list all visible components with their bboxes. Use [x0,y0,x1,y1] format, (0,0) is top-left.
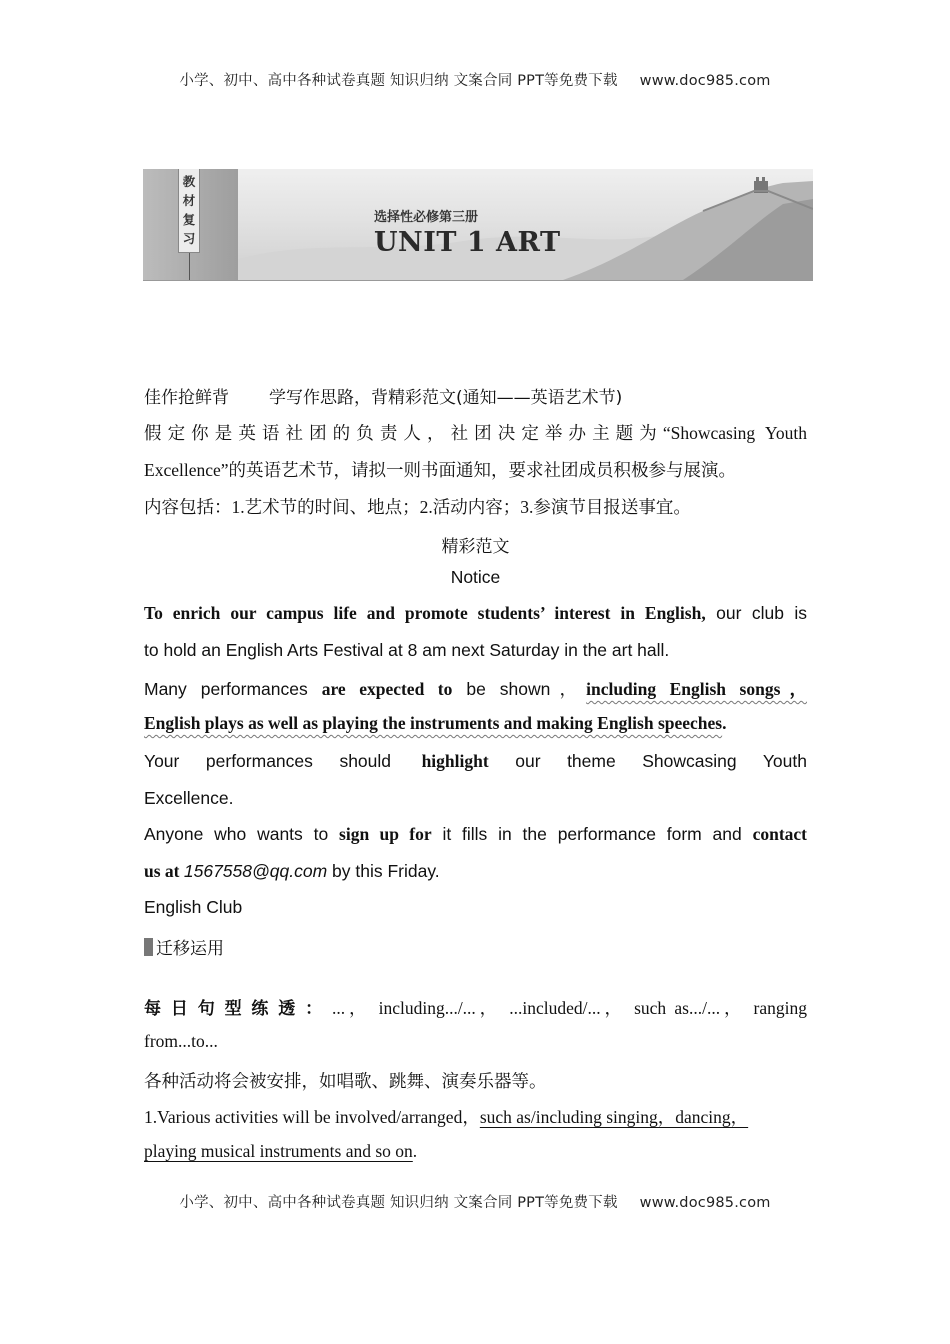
banner-unit-title: UNIT 1 ART [374,227,561,258]
banner-subtitle: 选择性必修第三册 [374,210,479,225]
p3-c: our theme Showcasing Youth [488,751,807,771]
p4-line-2-c: by this Friday. [327,861,440,881]
banner-tag-line [189,253,190,280]
answer-a: 1.Various activities will be involved/arranged， [144,1107,480,1127]
p4-b: sign up for [339,824,432,844]
answer-b: such as/including singing，dancing， [479,1107,749,1127]
p4-a: Anyone who wants to [144,824,340,844]
p2-line-2: English plays as well as playing the instruments and making English speeches [144,713,723,733]
cn-sentence: 各种活动将会被安排，如唱歌、跳舞、演奏乐器等。 [144,1071,547,1091]
section-marker-icon [144,938,153,956]
header-text: 小学、初中、高中各种试卷真题 知识归纳 文案合同 PPT等免费下载 [179,73,618,89]
essay-heading: 精彩范文 [441,537,510,557]
p2-a: Many performances [144,679,322,699]
p1-rest: our club is [705,603,807,623]
banner-tag-text: 教材复习 [182,174,196,246]
daily-patterns-line [144,994,807,1020]
email-link[interactable]: 1567558@qq.com [183,861,328,881]
p1-line-2: to hold an English Arts Festival at 8 am next Saturday in the art hall. [144,640,670,660]
header-site-link[interactable]: www.doc985.com [639,73,771,89]
prompt-line-2: Excellence”的英语艺术节，请拟一则书面通知，要求社团成员积极参与展演。 [144,460,737,480]
p3-b: highlight [421,751,489,771]
p4-d: contact [752,824,808,844]
p4-c: it fills in the performance form and [431,824,753,844]
answer-end: . [412,1141,418,1161]
essay-title: Notice [450,567,501,587]
footer-text: 小学、初中、高中各种试卷真题 知识归纳 文案合同 PPT等免费下载 [179,1195,618,1211]
transfer-label: 迁移运用 [156,939,224,959]
unit-banner [143,169,813,281]
transfer-heading [144,934,807,959]
p3-a: Your performances should [144,751,418,771]
section-label: 佳作抢鲜背 [144,388,229,408]
essay-signature: English Club [144,897,243,917]
p2-d: including English songs， [586,679,807,699]
page-footer [0,1191,950,1212]
p1-bold: To enrich our campus life and promote students’ interest in English, [144,603,706,623]
daily-label: 每日句型练透： [144,999,333,1019]
footer-site-link[interactable]: www.doc985.com [639,1195,771,1211]
section-heading [144,383,807,408]
answer-line-2-text: playing musical instruments and so on [144,1141,413,1161]
prompt-line-1: 假定你是英语社团的负责人，社团决定举办主题为“Showcasing Youth [144,423,807,443]
essay-paragraph-3 [144,751,807,772]
banner-tag [178,169,200,253]
p2-c: be shown， [452,679,587,699]
p2-line-2-end: . [722,713,727,733]
essay-paragraph-4 [144,824,807,845]
answer-line-1 [144,1104,807,1129]
essay-paragraph-1 [144,603,807,624]
daily-patterns: ...， including.../...， ...included/...， such as.../...， ranging [332,998,807,1018]
p4-line-2-a: us at [144,861,184,881]
essay-paragraph-2 [144,676,807,701]
p4-line-2 [144,861,807,882]
page-header [0,69,950,90]
p2-line-2-wrap [144,713,807,734]
answer-line-2 [144,1141,807,1162]
daily-line-2: from...to... [144,1031,218,1051]
p3-line-2: Excellence. [144,788,234,808]
prompt-line-3: 内容包括：1.艺术节的时间、地点；2.活动内容；3.参演节目报送事宜。 [144,497,691,517]
section-desc: 学写作思路，背精彩范文(通知——英语艺术节) [269,388,623,408]
p2-b: are expected to [321,679,453,699]
